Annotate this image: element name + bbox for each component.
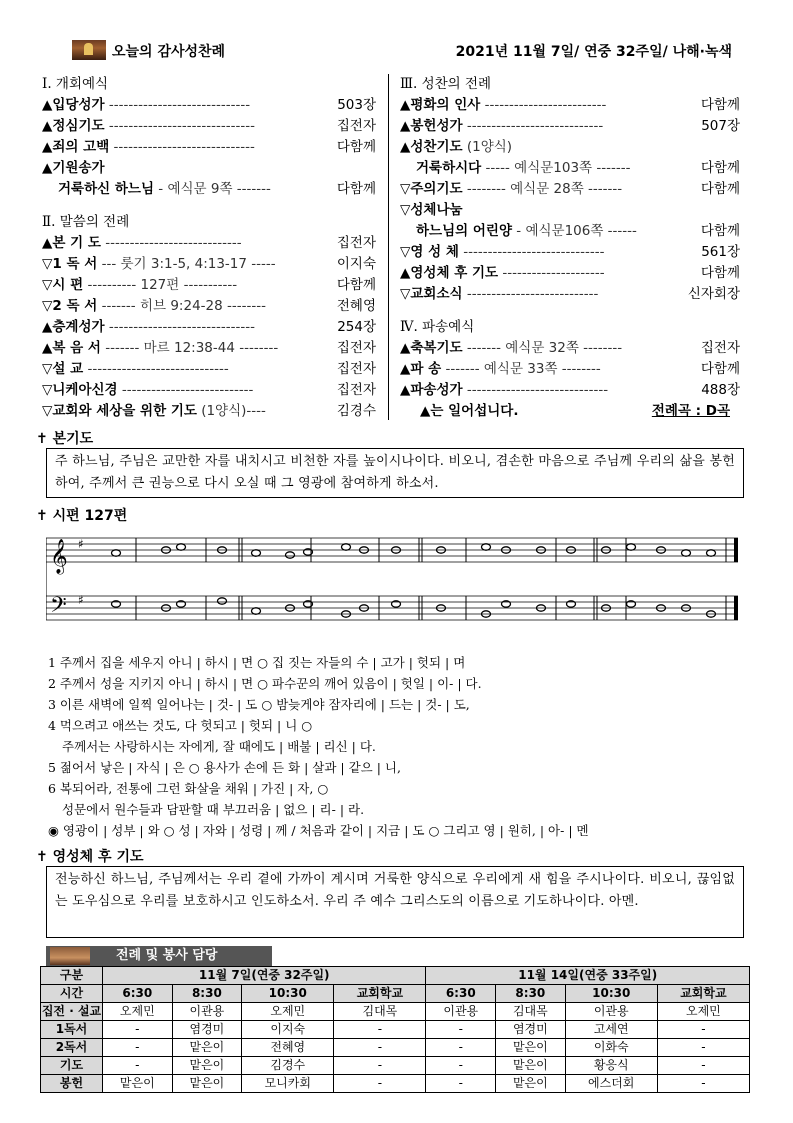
staff-cell: - <box>657 1075 749 1093</box>
posture-mark: ▲ <box>42 235 53 251</box>
item-detail: - 예식문 9쪽 ------- <box>154 181 271 197</box>
staff-table-header <box>46 946 272 966</box>
staff-cell: 고세연 <box>565 1021 657 1039</box>
item-name: 1 독 서 <box>52 256 98 272</box>
psalm-verse: 2 주께서 성을 지키지 아니 | 하시 | 면 ○ 파수꾼의 깨어 있음이 | 헛일 | 이- | 다. <box>48 676 482 691</box>
item-label <box>400 286 598 302</box>
item-assignee: 561장 <box>701 244 740 260</box>
item-detail: ------- 예식문 33쪽 -------- <box>441 361 601 377</box>
staff-header-row <box>41 967 750 985</box>
staff-cell: 맡은이 <box>496 1057 566 1075</box>
item-label <box>42 319 255 335</box>
item-label <box>42 277 237 293</box>
item-detail: ------------------------------ <box>104 319 255 335</box>
order-item <box>400 263 740 284</box>
order-item <box>42 95 376 116</box>
item-label <box>42 382 253 398</box>
staff-cell: 이지숙 <box>242 1021 334 1039</box>
column-divider <box>388 74 389 420</box>
item-label <box>42 361 229 377</box>
postcommunion-title: ✝ 영성체 후 기도 <box>36 849 144 865</box>
item-label <box>42 340 278 356</box>
item-detail: ---------------------------- <box>100 235 242 251</box>
staff-role: 집전 · 설교 <box>41 1003 103 1021</box>
psalm-verse: 주께서는 사랑하시는 자에게, 잘 때에도 | 배불 | 리신 | 다. <box>62 739 376 754</box>
item-detail: ---------- 127편 ----------- <box>83 277 238 293</box>
staff-cell: 오제민 <box>242 1003 334 1021</box>
section-heading: Ⅰ. 개회예식 <box>42 76 109 92</box>
item-label <box>42 256 276 272</box>
item-name: 파 송 <box>410 361 442 377</box>
item-label <box>400 265 605 281</box>
item-detail: ----- 예식문103쪽 ------- <box>481 160 631 176</box>
item-assignee: 집전자 <box>336 118 376 134</box>
item-name: 기원송가 <box>52 160 105 176</box>
order-right-column <box>400 74 740 422</box>
posture-mark: ▲ <box>400 118 411 134</box>
order-item <box>42 254 376 275</box>
item-assignee: 503장 <box>337 97 376 113</box>
staff-row <box>41 1003 750 1021</box>
staff-cell: 김대목 <box>334 1003 426 1021</box>
psalm-verse: ◉ 영광이 | 성부 | 와 ○ 성 | 자와 | 성령 | 께 / 처음과 같이 | 지금 | 도 ○ 그리고 영 | 원히, | 아- | 멘 <box>48 823 589 838</box>
final-barline <box>734 538 738 562</box>
posture-mark: ▲ <box>400 265 411 281</box>
staff-cell: - <box>657 1039 749 1057</box>
item-name: 복 음 서 <box>52 340 101 356</box>
posture-mark: ▽ <box>42 277 53 293</box>
bulletin-header <box>72 38 732 62</box>
staff-role: 1독서 <box>41 1021 103 1039</box>
staff-cell: 오제민 <box>657 1003 749 1021</box>
item-detail: ------------------------------ <box>104 118 255 134</box>
psalm-title: ✝ 시편 127편 <box>36 508 128 524</box>
item-detail: --------------------------- <box>117 382 254 398</box>
posture-mark: ▲ <box>42 319 53 335</box>
item-name: 영 성 체 <box>410 244 459 260</box>
item-assignee: 다함께 <box>700 181 740 197</box>
staff-cell: 이관용 <box>426 1003 496 1021</box>
church-logo-image <box>72 40 106 60</box>
order-item <box>42 359 376 380</box>
order-left-column <box>42 74 376 422</box>
item-name: 주의기도 <box>410 181 463 197</box>
item-label <box>42 235 242 251</box>
spacer <box>42 200 376 212</box>
staff-cell: 맡은이 <box>496 1075 566 1093</box>
staff-cell: - <box>426 1057 496 1075</box>
item-assignee: 이지숙 <box>336 256 376 272</box>
item-assignee: 다함께 <box>700 265 740 281</box>
time-header: 8:30 <box>496 985 566 1003</box>
sharp-sign: ♯ <box>78 593 84 607</box>
staff-cell: - <box>103 1021 173 1039</box>
staff-cell: 염경미 <box>496 1021 566 1039</box>
order-item <box>42 158 376 179</box>
header-date-line: 2021년 11월 7일/ 연중 32주일/ 나해·녹색 <box>455 44 732 60</box>
item-detail: -------- 예식문 28쪽 ------- <box>462 181 623 197</box>
section-heading: Ⅳ. 파송예식 <box>400 319 475 335</box>
staff-cell: 맡은이 <box>172 1039 242 1057</box>
item-label <box>42 403 266 419</box>
postcommunion-box <box>46 866 744 938</box>
item-label <box>42 181 271 197</box>
staff-cell: - <box>426 1021 496 1039</box>
staff-row <box>41 1021 750 1039</box>
order-item <box>400 179 740 200</box>
psalm-verse: 4 먹으려고 애쓰는 것도, 다 헛되고 | 헛되 | 니 ○ <box>48 718 313 733</box>
item-assignee: 다함께 <box>700 97 740 113</box>
psalm-verse: 3 이른 새벽에 일찍 일어나는 | 것- | 도 ○ 밤늦게야 잠자리에 | 드는 | 것- | 도, <box>48 697 470 712</box>
staff-h-week1: 11월 7일(연중 32주일) <box>103 967 426 985</box>
staff-row <box>41 1075 750 1093</box>
order-item <box>42 338 376 359</box>
item-label <box>400 181 622 197</box>
time-header: 10:30 <box>242 985 334 1003</box>
staff-table-title: 전례 및 봉사 담당 <box>116 948 218 963</box>
item-label <box>400 202 463 218</box>
posture-mark: ▽ <box>42 382 53 398</box>
item-name: 2 독 서 <box>52 298 98 314</box>
order-item <box>42 179 376 200</box>
item-name: 본 기 도 <box>52 235 101 251</box>
staff-time-row <box>41 985 750 1003</box>
staff-table <box>40 966 750 1093</box>
item-name: 설 교 <box>52 361 84 377</box>
item-label <box>400 97 606 113</box>
order-of-service <box>42 74 742 420</box>
order-item <box>400 338 740 359</box>
staff-cell: 맡은이 <box>496 1039 566 1057</box>
item-detail: ------------------------- <box>480 97 607 113</box>
note-head <box>342 544 351 550</box>
section-heading: Ⅱ. 말씀의 전례 <box>42 214 130 230</box>
posture-mark: ▽ <box>42 298 53 314</box>
item-label <box>400 244 604 260</box>
item-assignee: 다함께 <box>700 361 740 377</box>
posture-mark: ▲ <box>42 118 53 134</box>
item-label <box>42 118 255 134</box>
note-head <box>218 598 227 604</box>
posture-mark: ▲ <box>42 97 53 113</box>
item-label <box>400 160 630 176</box>
staff-role: 봉헌 <box>41 1075 103 1093</box>
note-head <box>252 550 261 556</box>
item-name: 거룩하시다 <box>416 160 482 176</box>
item-label <box>400 118 603 134</box>
staff-cell: - <box>334 1075 426 1093</box>
staff-cell: 맡은이 <box>172 1057 242 1075</box>
staff-row <box>41 1057 750 1075</box>
item-label <box>42 298 266 314</box>
church-photo-image <box>50 947 90 965</box>
item-label <box>400 223 637 239</box>
collect-title: ✝ 본기도 <box>36 431 94 447</box>
order-item <box>400 380 740 401</box>
item-assignee: 집전자 <box>336 340 376 356</box>
psalm-verse: 5 젊어서 낳은 | 자식 | 은 ○ 용사가 손에 든 화 | 살과 | 같으 | 니, <box>48 760 401 775</box>
posture-mark: ▽ <box>400 202 411 218</box>
staff-cell: 모니카회 <box>242 1075 334 1093</box>
staff-cell: 황응식 <box>565 1057 657 1075</box>
item-name: 봉헌성가 <box>410 118 463 134</box>
item-assignee: 집전자 <box>336 235 376 251</box>
psalm-verse: 1 주께서 집을 세우지 아니 | 하시 | 면 ○ 집 짓는 자들의 수 | 고가 | 헛되 | 며 <box>48 655 466 670</box>
note-head <box>112 550 121 556</box>
staff-cell: - <box>334 1057 426 1075</box>
staff-cell: 맡은이 <box>172 1075 242 1093</box>
item-detail: - 예식문106쪽 ------ <box>512 223 637 239</box>
staff-cell: 이관용 <box>565 1003 657 1021</box>
item-detail: --- 룻기 3:1-5, 4:13-17 ----- <box>97 256 276 272</box>
postcommunion-text: 전능하신 하느님, 주님께서는 우리 곁에 가까이 계시며 거룩한 양식으로 우리에게 새 힘을 주시나이다. 비오니, 끊임없는 도우심으로 우리를 보호하시고 인도하소서. 우리 주 예수 그리스도의 이름으로 기도하나이다. 아멘. <box>55 872 735 909</box>
item-detail: ----------------------------- <box>83 361 229 377</box>
order-item <box>400 158 740 179</box>
liturgy-tune: 전례곡 : D곡 <box>651 403 730 419</box>
psalm-lyrics <box>48 652 748 841</box>
item-label <box>42 160 105 176</box>
order-item <box>400 137 740 158</box>
order-item <box>42 233 376 254</box>
item-assignee: 신자회장 <box>687 286 740 302</box>
order-item <box>42 380 376 401</box>
posture-mark: ▽ <box>400 286 411 302</box>
posture-mark: ▲ <box>400 139 411 155</box>
staff-cell: 에스더회 <box>565 1075 657 1093</box>
item-detail: (1양식) <box>462 139 513 155</box>
item-name: 죄의 고백 <box>52 139 110 155</box>
staff-row <box>41 1039 750 1057</box>
order-item <box>42 275 376 296</box>
item-label <box>400 382 608 398</box>
staff-role: 2독서 <box>41 1039 103 1057</box>
item-name: 평화의 인사 <box>410 97 481 113</box>
psalm-verse: 6 복되어라, 전통에 그런 화살을 채워 | 가진 | 자, ○ <box>48 781 329 796</box>
posture-mark: ▲ <box>42 340 53 356</box>
item-label <box>400 361 601 377</box>
order-item <box>400 359 740 380</box>
item-name: 층계성가 <box>52 319 105 335</box>
posture-mark: ▽ <box>42 256 53 272</box>
staff-cell: 오제민 <box>103 1003 173 1021</box>
note-head <box>707 550 716 556</box>
sharp-sign: ♯ <box>78 537 84 551</box>
staff-cell: 김경수 <box>242 1057 334 1075</box>
order-item <box>400 242 740 263</box>
item-assignee: 집전자 <box>336 361 376 377</box>
staff-cell: - <box>334 1039 426 1057</box>
item-assignee: 488장 <box>701 382 740 398</box>
order-item <box>42 296 376 317</box>
item-name: 정심기도 <box>52 118 105 134</box>
item-detail: --------------------- <box>498 265 605 281</box>
staff-h-time: 시간 <box>41 985 103 1003</box>
item-assignee: 507장 <box>701 118 740 134</box>
staff-cell: - <box>426 1039 496 1057</box>
item-name: 성체나눔 <box>410 202 463 218</box>
item-name: 교회소식 <box>410 286 463 302</box>
staff-cell: - <box>103 1039 173 1057</box>
posture-mark: ▲ <box>400 97 411 113</box>
order-item <box>400 221 740 242</box>
item-name: 교회와 세상을 위한 기도 <box>52 403 197 419</box>
item-label <box>400 340 622 356</box>
posture-mark: ▽ <box>42 403 53 419</box>
item-assignee: 다함께 <box>700 223 740 239</box>
time-header: 교회학교 <box>657 985 749 1003</box>
staff-cell: 김대목 <box>496 1003 566 1021</box>
staff-cell: - <box>334 1021 426 1039</box>
note-head <box>286 552 295 558</box>
posture-mark: ▲ <box>400 382 411 398</box>
item-name: 하느님의 어린양 <box>416 223 512 239</box>
item-name: 축복기도 <box>410 340 463 356</box>
item-assignee: 전혜영 <box>336 298 376 314</box>
section-heading: Ⅲ. 성찬의 전례 <box>400 76 492 92</box>
time-header: 8:30 <box>172 985 242 1003</box>
time-header: 6:30 <box>103 985 173 1003</box>
collect-box <box>46 448 744 498</box>
staff-role: 기도 <box>41 1057 103 1075</box>
item-detail: ------- 히브 9:24-28 -------- <box>97 298 266 314</box>
staff-cell: - <box>426 1075 496 1093</box>
item-detail: ----------------------------- <box>109 139 255 155</box>
posture-mark: ▲ <box>400 361 411 377</box>
posture-mark: ▲ <box>42 139 53 155</box>
treble-clef-icon: 𝄞 <box>50 539 68 574</box>
final-barline <box>734 596 738 620</box>
collect-text: 주 하느님, 주님은 교만한 자를 내치시고 비천한 자를 높이시나이다. 비오니, 겸손한 마음으로 주님께 우리의 삶을 봉헌하여, 주께서 큰 권능으로 다시 오실 때 그 영광에 참여하게 하소서. <box>55 454 735 491</box>
item-detail: ----------------------------- <box>104 97 251 113</box>
item-name: 거룩하신 하느님 <box>58 181 154 197</box>
spacer <box>400 305 740 317</box>
note-head <box>482 544 491 550</box>
item-detail: ----------------------------- <box>462 382 609 398</box>
item-name: 성찬기도 <box>410 139 463 155</box>
item-label <box>42 97 250 113</box>
item-detail: ------- 예식문 32쪽 -------- <box>462 340 623 356</box>
posture-note-text: ▲는 일어섭니다. <box>420 403 519 419</box>
staff-cell: 염경미 <box>172 1021 242 1039</box>
staff-cell: 이화숙 <box>565 1039 657 1057</box>
bass-clef-icon: 𝄢 <box>50 593 67 623</box>
order-item <box>42 116 376 137</box>
item-detail: ------- 마르 12:38-44 -------- <box>100 340 279 356</box>
item-detail: --------------------------- <box>462 286 599 302</box>
item-assignee: 다함께 <box>336 139 376 155</box>
order-item <box>42 401 376 422</box>
item-assignee: 다함께 <box>336 181 376 197</box>
item-assignee: 다함께 <box>336 277 376 293</box>
item-name: 입당성가 <box>52 97 105 113</box>
time-header: 6:30 <box>426 985 496 1003</box>
order-item <box>42 137 376 158</box>
item-detail: ---------------------------- <box>462 118 604 134</box>
item-name: 파송성가 <box>410 382 463 398</box>
staff-cell: - <box>657 1021 749 1039</box>
note-head <box>682 550 691 556</box>
order-item <box>400 116 740 137</box>
posture-mark: ▽ <box>400 244 411 260</box>
item-assignee: 다함께 <box>700 160 740 176</box>
staff-cell: 맡은이 <box>103 1075 173 1093</box>
posture-note <box>400 401 740 422</box>
time-header: 10:30 <box>565 985 657 1003</box>
posture-mark: ▽ <box>400 181 411 197</box>
item-assignee: 집전자 <box>700 340 740 356</box>
header-title: 오늘의 감사성찬례 <box>112 44 226 60</box>
staff-cell: - <box>103 1057 173 1075</box>
staff-h-category: 구분 <box>41 967 103 985</box>
psalm-chant-score <box>46 524 738 644</box>
posture-mark: ▲ <box>42 160 53 176</box>
order-item <box>400 200 740 221</box>
item-name: 니케아신경 <box>52 382 118 398</box>
posture-mark: ▽ <box>42 361 53 377</box>
item-label <box>400 139 512 155</box>
item-name: 영성체 후 기도 <box>410 265 499 281</box>
item-detail: ----------------------------- <box>458 244 605 260</box>
order-item <box>400 284 740 305</box>
item-assignee: 254장 <box>337 319 376 335</box>
staff-cell: 이관용 <box>172 1003 242 1021</box>
item-label <box>42 139 255 155</box>
item-assignee: 집전자 <box>336 382 376 398</box>
posture-mark: ▲ <box>400 340 411 356</box>
note-head <box>627 544 636 550</box>
item-detail: (1양식)---- <box>196 403 266 419</box>
time-header: 교회학교 <box>334 985 426 1003</box>
staff-cell: 전혜영 <box>242 1039 334 1057</box>
item-assignee: 김경수 <box>336 403 376 419</box>
note-head <box>252 608 261 614</box>
psalm-verse: 성문에서 원수들과 담판할 때 부끄러움 | 없으 | 리- | 라. <box>62 802 365 817</box>
order-item <box>400 95 740 116</box>
staff-cell: - <box>657 1057 749 1075</box>
staff-h-week2: 11월 14일(연중 33주일) <box>426 967 750 985</box>
note-head <box>177 544 186 550</box>
order-item <box>42 317 376 338</box>
item-name: 시 편 <box>52 277 84 293</box>
